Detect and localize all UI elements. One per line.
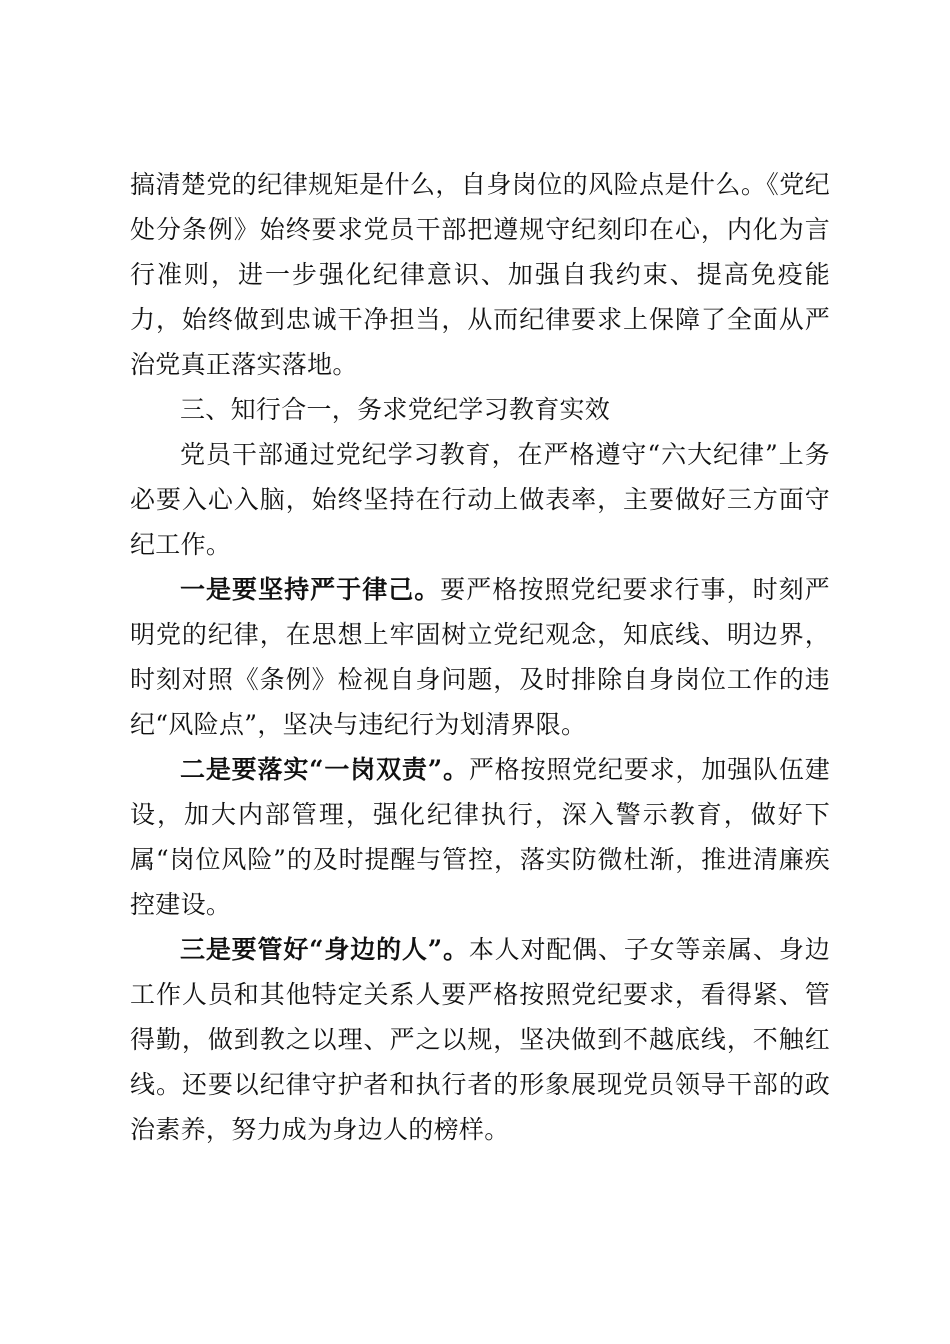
paragraph-text: 严格按照党纪要求，加强队伍建设，加大内部管理，强化纪律执行，深入警示教育，做好下属“岗位风险”的及时提醒与管控，落实防微杜渐，推进清廉疾控建设。 [130, 755, 830, 919]
paragraph-text: 本人对配偶、子女等亲属、身边工作人员和其他特定关系人要严格按照党纪要求，看得紧、管得勤，做到教之以理、严之以规，坚决做到不越底线，不触红线。还要以纪律守护者和执行者的形象展现党员领导干部的政治素养，努力成为身边人的榜样。 [130, 935, 830, 1144]
paragraph-text: 搞清楚党的纪律规矩是什么，自身岗位的风险点是什么。《党纪处分条例》始终要求党员干部把遵规守纪刻印在心，内化为言行准则，进一步强化纪律意识、加强自我约束、提高免疫能力，始终做到忠诚干净担当，从而纪律要求上保障了全面从严治党真正落实落地。 [130, 170, 830, 379]
paragraph-point-three [130, 927, 830, 1152]
paragraph-continuation [130, 162, 830, 387]
paragraph-intro [130, 432, 830, 567]
point-lead: 三是要管好“身边的人”。 [180, 935, 469, 964]
section-heading [130, 387, 830, 432]
point-lead: 二是要落实“一岗双责”。 [180, 755, 469, 784]
paragraph-point-two [130, 747, 830, 927]
paragraph-text: 党员干部通过党纪学习教育，在严格遵守“六大纪律”上务必要入心入脑，始终坚持在行动上做表率，主要做好三方面守纪工作。 [130, 440, 830, 559]
section-heading-text: 三、知行合一，务求党纪学习教育实效 [180, 395, 611, 424]
paragraph-text: 要严格按照党纪要求行事，时刻严明党的纪律，在思想上牢固树立党纪观念，知底线、明边界，时刻对照《条例》检视自身问题，及时排除自身岗位工作的违纪“风险点”，坚决与违纪行为划清界限。 [130, 575, 830, 739]
point-lead: 一是要坚持严于律己。 [180, 575, 441, 604]
document-page [130, 162, 830, 1152]
paragraph-point-one [130, 567, 830, 747]
